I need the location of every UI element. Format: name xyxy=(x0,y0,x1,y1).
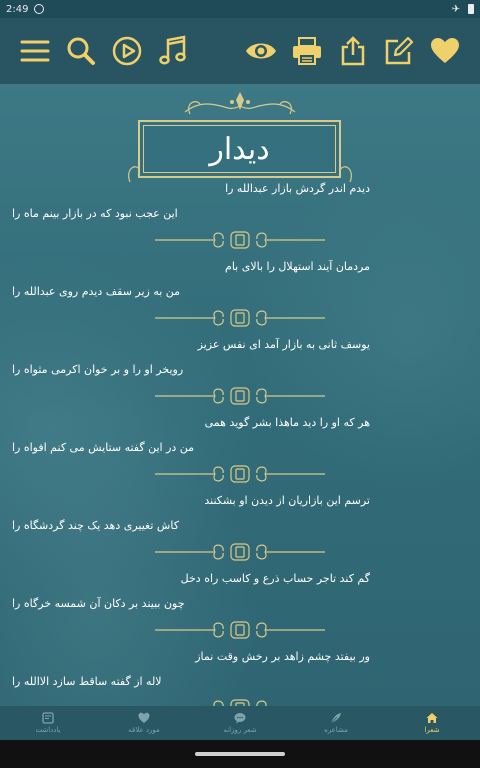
verse-first-hemistich: مردمان آیند استهلال را بالای بام xyxy=(225,260,370,273)
status-bar xyxy=(0,0,480,18)
search-icon[interactable] xyxy=(64,34,98,68)
verse-item xyxy=(0,494,480,572)
nav-poetry-contest[interactable] xyxy=(288,706,384,740)
verse-item xyxy=(0,650,480,706)
ornament-divider xyxy=(155,541,325,563)
nav-favorites[interactable] xyxy=(96,706,192,740)
verse-first-hemistich: گم کند تاجر حساب ذرع و کاسب راه دخل xyxy=(180,572,370,585)
ornament-divider xyxy=(155,229,325,251)
menu-icon[interactable] xyxy=(18,34,52,68)
share-icon[interactable] xyxy=(336,34,370,68)
verse-second-hemistich: چون ببیند بر دکان آن شمسه خرگاه را xyxy=(12,597,185,610)
play-icon[interactable] xyxy=(110,34,144,68)
verse-first-hemistich: هر که او را دید ماهذا بشر گوید همی xyxy=(204,416,370,429)
ornament-divider xyxy=(155,619,325,641)
heart-icon xyxy=(138,712,150,724)
title-ornament xyxy=(0,90,480,188)
nav-poets[interactable] xyxy=(384,706,480,740)
edit-icon[interactable] xyxy=(382,34,416,68)
bottom-navigation xyxy=(0,706,480,740)
system-navigation-bar xyxy=(0,740,480,768)
verse-item xyxy=(0,338,480,416)
eye-icon[interactable] xyxy=(244,34,278,68)
verse-item xyxy=(0,416,480,494)
nav-poetry-contest-label: مشاعره xyxy=(324,726,348,734)
verse-item xyxy=(0,260,480,338)
sync-icon xyxy=(34,4,44,14)
poem-title: دیدار xyxy=(209,131,270,167)
feather-icon xyxy=(330,712,342,724)
battery-icon xyxy=(468,4,474,14)
ornament-divider xyxy=(155,307,325,329)
nav-favorites-label: مورد علاقه xyxy=(128,726,160,734)
nav-daily-poem[interactable] xyxy=(192,706,288,740)
poem-content[interactable] xyxy=(0,84,480,706)
nav-poets-label: شعرا xyxy=(424,726,440,734)
ornament-divider xyxy=(155,385,325,407)
verse-item xyxy=(0,572,480,650)
verse-second-hemistich: لاله از گفته ساقط سازد الاالله را xyxy=(12,675,162,688)
nav-notes-label: یادداشت xyxy=(35,726,61,734)
music-icon[interactable] xyxy=(156,34,190,68)
verse-first-hemistich: ور بیفتد چشم زاهد بر رخش وقت نماز xyxy=(195,650,370,663)
verse-first-hemistich: ترسم این بازاریان از دیدن او بشکنند xyxy=(204,494,370,507)
verse-second-hemistich: من در این گفته ستایش می کنم افواه را xyxy=(12,441,195,454)
nav-notes[interactable] xyxy=(0,706,96,740)
title-frame xyxy=(138,120,341,178)
chat-icon xyxy=(234,712,246,724)
verse-list xyxy=(0,182,480,706)
ornament-divider xyxy=(155,697,325,706)
print-icon[interactable] xyxy=(290,34,324,68)
note-icon xyxy=(42,712,54,724)
verse-second-hemistich: من به زیر سقف دیدم روی عبدالله را xyxy=(12,285,181,298)
top-toolbar xyxy=(0,18,480,84)
verse-item xyxy=(0,182,480,260)
nav-daily-poem-label: شعر روزانه xyxy=(223,726,257,734)
ornament-divider xyxy=(155,463,325,485)
verse-first-hemistich: دیدم اندر گردش بازار عبدالله را xyxy=(225,182,370,195)
verse-second-hemistich: رویخر او را و بر خوان اکرمی مثواه را xyxy=(12,363,184,376)
airplane-mode-icon: ✈ xyxy=(451,3,460,15)
home-icon xyxy=(426,712,438,724)
status-time: 2:49 xyxy=(6,3,29,15)
verse-second-hemistich: کاش تغییری دهد یک چند گردشگاه را xyxy=(12,519,179,532)
verse-second-hemistich: این عجب نبود که در بازار بینم ماه را xyxy=(12,207,178,220)
verse-first-hemistich: یوسف ثانی به بازار آمد ای نفس عزیز xyxy=(197,338,370,351)
home-gesture-handle[interactable] xyxy=(195,752,285,756)
heart-icon[interactable] xyxy=(428,34,462,68)
